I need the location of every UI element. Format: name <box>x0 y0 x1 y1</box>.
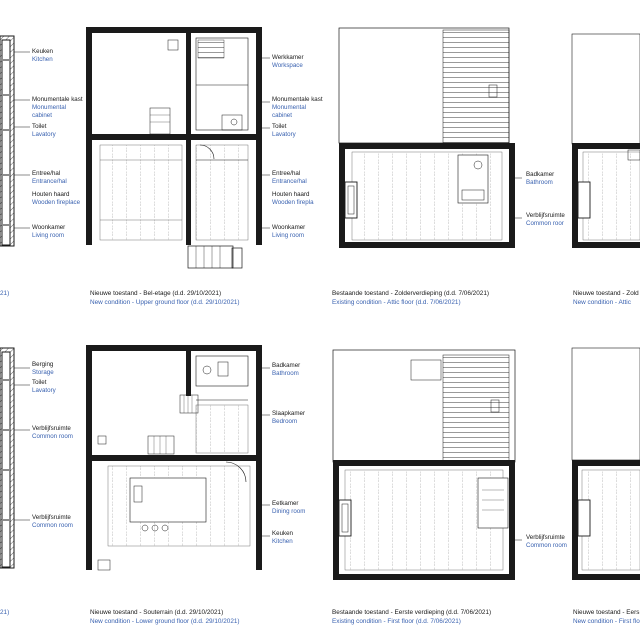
caption-p6 <box>90 608 240 626</box>
plan-p1 <box>0 36 30 246</box>
room-label-kitchen: Keuken Kitchen <box>32 48 53 63</box>
caption-p3-en: Existing condition - Attic floor (d.d. 7/06/2021) <box>332 299 461 306</box>
room-label-entrance: Entree/hal Entrance/hal <box>32 170 67 185</box>
plan-p3 <box>339 28 522 248</box>
caption-p3-nl: Bestaande toestand - Zolderverdieping (d.d. 7/06/2021) <box>332 290 490 297</box>
caption-p7 <box>332 608 491 626</box>
caption-p8 <box>573 608 640 626</box>
plan-p8 <box>572 348 640 580</box>
caption-p6-en: New condition - Lower ground floor (d.d. 29/10/2021) <box>90 618 240 625</box>
room-label-common-4: Verblijfsruimte Common room <box>526 534 567 549</box>
room-label-cabinet: Monumentale kast Monumental cabinet <box>32 96 83 119</box>
caption-p1-en: 21) <box>0 290 10 297</box>
room-label-kitchen-2: Keuken Kitchen <box>272 530 293 545</box>
room-label-living: Woonkamer Living room <box>32 224 66 239</box>
caption-p2-nl: Nieuwe toestand - Bel-etage (d.d. 29/10/2021) <box>90 290 222 297</box>
room-label-dining: Eetkamer Dining room <box>272 500 306 515</box>
room-label-common-3: Verblijfsruimte Common room <box>32 514 73 529</box>
caption-p8-nl: Nieuwe toestand - Eers <box>573 609 640 616</box>
plan-p2 <box>86 27 270 268</box>
caption-p5 <box>0 608 9 617</box>
room-label-fireplace-2: Houten haard Wooden firepla <box>272 191 314 206</box>
room-label-common: Verblijfsruimte Common roor <box>526 212 565 227</box>
room-label-bathroom: Badkamer Bathroom <box>526 171 555 186</box>
room-label-toilet: Toilet Lavatory <box>32 123 56 138</box>
caption-p2 <box>90 289 240 307</box>
caption-p4-en: New condition - Attic <box>573 299 631 306</box>
caption-p6-nl: Nieuwe toestand - Souterrain (d.d. 29/10/2021) <box>90 609 224 616</box>
room-label-living-2: Woonkamer Living room <box>272 224 306 239</box>
plan-p6 <box>86 345 270 570</box>
room-label-bathroom-2: Badkamer Bathroom <box>272 362 301 377</box>
caption-p5-en: 21) <box>0 609 10 616</box>
caption-p1 <box>0 289 9 298</box>
room-label-common-2: Verblijfsruimte Common room <box>32 425 73 440</box>
room-label-toilet-3: Toilet Lavatory <box>32 379 56 394</box>
caption-p7-en: Existing condition - First floor (d.d. 7/06/2021) <box>332 618 461 625</box>
caption-p4 <box>573 289 639 307</box>
plan-p5 <box>0 348 30 568</box>
caption-p7-nl: Bestaande toestand - Eerste verdieping (d.d. 7/06/2021) <box>332 609 492 616</box>
room-label-workspace: Werkkamer Workspace <box>272 54 304 69</box>
caption-p4-nl: Nieuwe toestand - Zold <box>573 290 639 297</box>
room-label-toilet-2: Toilet Lavatory <box>272 123 296 138</box>
plan-p7 <box>333 350 522 580</box>
caption-p3 <box>332 289 489 307</box>
caption-p2-en: New condition - Upper ground floor (d.d. 29/10/2021) <box>90 299 240 306</box>
room-label-entrance-2: Entree/hal Entrance/hal <box>272 170 307 185</box>
room-label-cabinet-2: Monumentale kast Monumental cabinet <box>272 96 323 119</box>
room-label-fireplace: Houten haard Wooden fireplace <box>32 191 81 206</box>
room-label-storage: Berging Storage <box>32 361 54 376</box>
plan-p4 <box>572 34 640 248</box>
room-label-bedroom: Slaapkamer Bedroom <box>272 410 306 425</box>
caption-p8-en: New condition - First flo <box>573 618 640 625</box>
